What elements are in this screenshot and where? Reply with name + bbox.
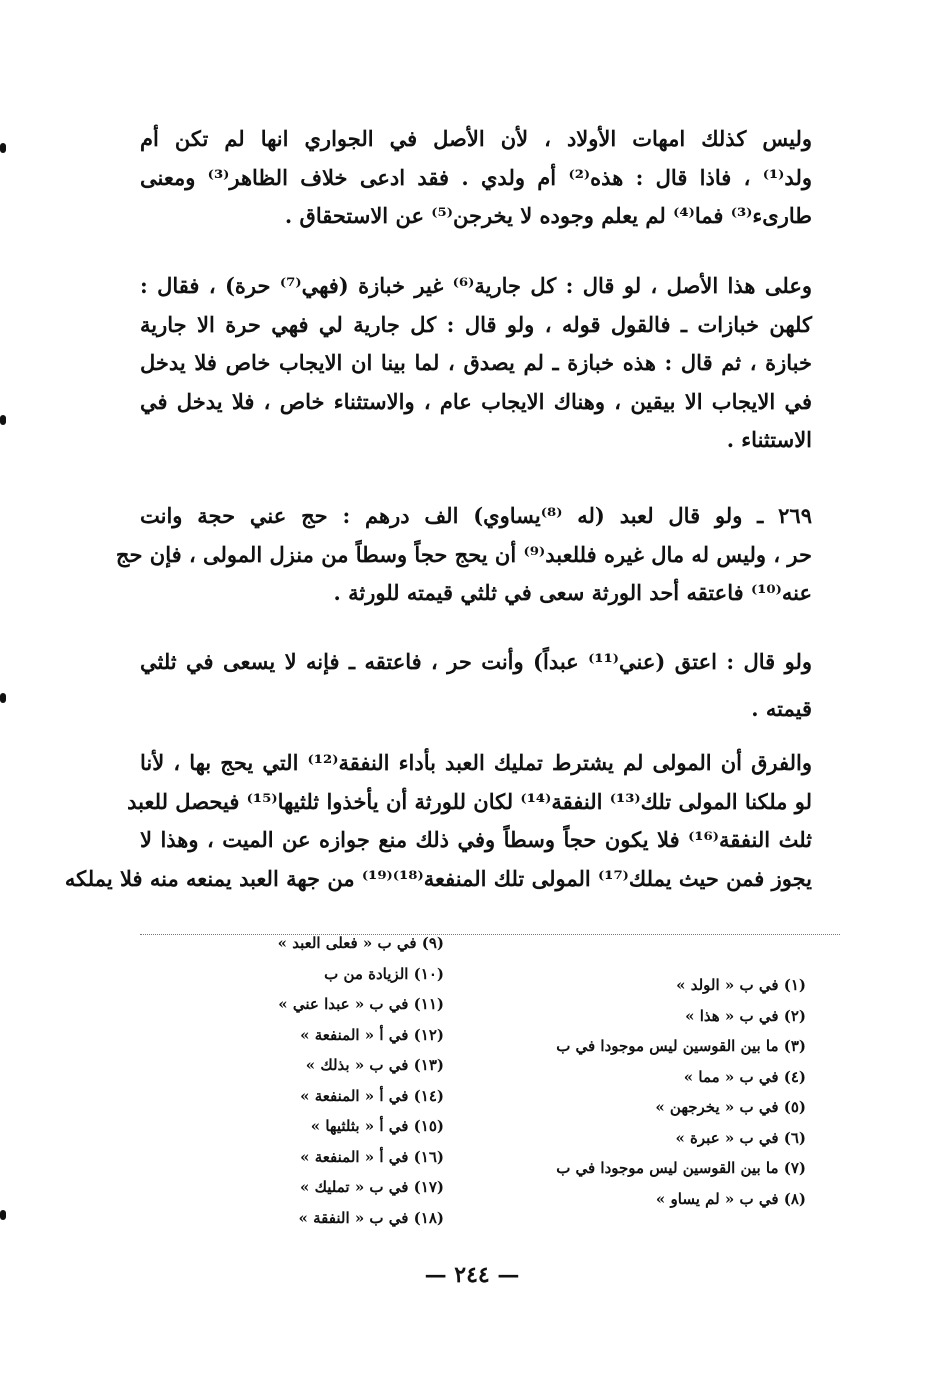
text-line: طارىء⁽³⁾ فما⁽⁴⁾ لم يعلم وجوده لا يخرجن⁽⁵⁾ عن الاستحقاق . [284, 203, 812, 228]
footnote-item: (١١) في ب « عبدا عني » [278, 995, 444, 1013]
footnote-item: (٥) في ب « يخرجهن » [655, 1098, 806, 1116]
footnote-divider [140, 934, 840, 935]
text-line: ثلث النفقة⁽¹⁶⁾ فلا يكون حجاً وسطاً وفي ذلك منع جوازه عن الميت ، وهذا لا [140, 827, 812, 852]
text-line: في الايجاب الا بيقين ، وهناك الايجاب عام ، والاستثناء خاص ، فلا يدخل في [140, 388, 812, 414]
footnote-item: (١) في ب « الولد » [676, 976, 806, 994]
footnote-item: (١٢) في أ « المنفعة » [300, 1025, 444, 1044]
text-line: خبازة ، ثم قال : هذه خبازة ـ لم يصدق ، لما بينا ان الايجاب خاص فلا يدخل [140, 350, 812, 375]
footnote-item: (٩) في ب « فعلى العبد » [277, 934, 444, 952]
footnote-item: (١٥) في أ « بثلثيها » [310, 1117, 444, 1135]
text-line: ٢٦٩ ـ ولو قال لعبد (له ⁽⁸⁾يساوي) الف درهم : حج عني حجة وانت [140, 503, 812, 528]
text-line: حر ، وليس له مال غيره فللعبد⁽⁹⁾ أن يحج حجاً وسطاً من منزل المولى ، فإن حج [115, 541, 812, 567]
footnote-item: (٧) ما بين القوسين ليس موجودا في ب [556, 1159, 806, 1177]
footnotes-left-column [278, 928, 444, 1233]
text-line: يجوز فمن حيث يملك⁽¹⁷⁾ المولى تلك المنفعة⁽¹⁸⁾⁽¹⁹⁾ من جهة العبد يمنعه منه فلا يملكه [64, 865, 812, 891]
text-line: ولو قال : اعتق (عني⁽¹¹⁾ عبداً) وأنت حر ، فاعتقه ـ فإنه لا يسعى في ثلثي [140, 649, 812, 674]
binding-hole-mark [0, 693, 6, 703]
footnote-item: (٢) في ب « هذا » [685, 1006, 806, 1025]
footnote-item: (٤) في ب « مما » [683, 1067, 806, 1086]
footnote-item: (٦) في ب « عبرة » [675, 1128, 806, 1147]
binding-hole-mark [0, 415, 6, 425]
paragraph-3 [115, 497, 812, 613]
binding-hole-mark [0, 1210, 6, 1220]
footnote-item: (١٨) في ب « النفقة » [298, 1208, 444, 1227]
footnote-item: (١٣) في ب « بذلك » [305, 1056, 444, 1074]
footnote-item: (١٧) في ب « تمليك » [300, 1178, 444, 1196]
text-line: والفرق أن المولى لم يشترط تمليك العبد بأداء النفقة⁽¹²⁾ التي يحج بها ، لأنا [140, 750, 812, 775]
footnotes-right-column [556, 970, 806, 1214]
paragraph-4 [140, 643, 812, 728]
paragraph-1 [140, 120, 812, 236]
text-line: ولد⁽¹⁾ ، فاذا قال : هذه⁽²⁾ أم ولدي . فقد ادعى خلاف الظاهر⁽³⁾ ومعنى [140, 164, 812, 190]
footnote-item: (٨) في ب « لم يساو » [655, 1189, 806, 1208]
text-line: لو ملكنا المولى تلك⁽¹³⁾ النفقة⁽¹⁴⁾ لكان للورثة أن يأخذوا ثلثيها⁽¹⁵⁾ فيحصل للعبد [127, 788, 812, 814]
footnote-item: (١٠) الزيادة من ب [324, 964, 444, 983]
text-line: عنه⁽¹⁰⁾ فاعتقه أحد الورثة سعى في ثلثي قيمته للورثة . [333, 580, 812, 605]
paragraph-5 [64, 744, 812, 898]
text-line: وليس كذلك امهات الأولاد ، لأن الأصل في الجواري انها لم تكن أم [140, 126, 812, 151]
text-line: قيمته . [751, 695, 812, 721]
binding-hole-mark [0, 143, 6, 153]
text-line: الاستثناء . [726, 427, 812, 452]
page-number: — ٢٤٤ — [424, 1262, 520, 1288]
footnote-item: (٣) ما بين القوسين ليس موجودا في ب [556, 1037, 806, 1055]
text-line: كلهن خبازات ـ فالقول قوله ، ولو قال : كل جارية لي فهي حرة الا جارية [140, 311, 812, 337]
text-line: وعلى هذا الأصل ، لو قال : كل جارية⁽⁶⁾ غير خبازة (فهي⁽⁷⁾ حرة) ، فقال : [140, 273, 812, 298]
paragraph-2 [140, 267, 812, 460]
footnote-item: (١٤) في أ « المنفعة » [300, 1086, 444, 1105]
footnote-item: (١٦) في أ « المنفعة » [300, 1147, 444, 1166]
